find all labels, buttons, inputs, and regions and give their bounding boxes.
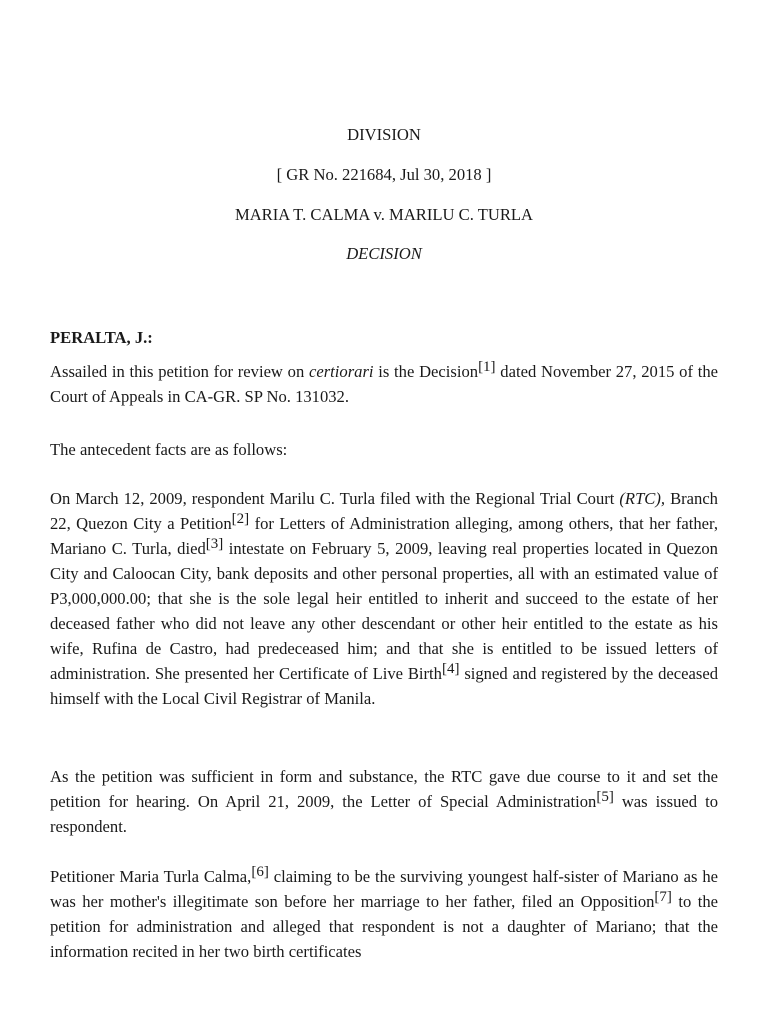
text-run: Branch 22, Quezon City a Petition bbox=[50, 489, 718, 533]
paragraph-5 bbox=[50, 864, 718, 964]
text-run: to the petition for administration and alleged that respondent is not a daughter of Mariano; that the information recited in her two birth certificates bbox=[50, 892, 718, 961]
text-run: On March 12, 2009, respondent Marilu C. Turla filed with the Regional Trial Court bbox=[50, 489, 620, 508]
decision-heading: DECISION bbox=[346, 244, 422, 263]
text-run: Assailed in this petition for review on bbox=[50, 362, 309, 381]
text-run: intestate on February 5, 2009, leaving real properties located in Quezon City and Caloocan City, bank deposits and other personal properties, all with an estimated value of P3,000,000.00; that she is the sole legal heir entitled to inherit and succeed to the estate of her deceased father who did not leave any other descendant or other heir entitled to the estate as his wife, Rufina de Castro, had predeceased him; and that she is entitled to be issued letters of administration. She presented her Certificate of Live Birth bbox=[50, 539, 718, 683]
paragraph-4 bbox=[50, 764, 718, 839]
italic-term: (RTC), bbox=[619, 489, 666, 508]
paragraph-1 bbox=[50, 359, 718, 409]
text-run: Petitioner Maria Turla Calma, bbox=[50, 867, 252, 886]
paragraph-3 bbox=[50, 486, 718, 711]
gr-number: [ GR No. 221684, Jul 30, 2018 ] bbox=[276, 165, 492, 184]
text-run: was issued to respondent. bbox=[50, 792, 718, 836]
text-run: As the petition was sufficient in form and substance, the RTC gave due course to it and set the petition for hearing. On April 21, 2009, the Letter of Special Administration bbox=[50, 767, 718, 811]
footnote-ref-3[interactable]: [3] bbox=[205, 536, 224, 552]
paragraph-2: The antecedent facts are as follows: bbox=[50, 440, 288, 459]
footnote-ref-1[interactable]: [1] bbox=[478, 359, 496, 375]
footnote-ref-5[interactable]: [5] bbox=[596, 789, 614, 805]
text-run: dated November 27, 2015 of the Court of Appeals in CA-GR. SP No. 131032. bbox=[50, 362, 718, 406]
division-label: DIVISION bbox=[347, 125, 421, 144]
text-run: claiming to be the surviving youngest half-sister of Mariano as he was her mother's illegitimate son before her marriage to her father, filed an Opposition bbox=[50, 867, 718, 911]
footnote-ref-6[interactable]: [6] bbox=[251, 864, 269, 880]
footnote-ref-4[interactable]: [4] bbox=[441, 661, 460, 677]
text-run: for Letters of Administration alleging, among others, that her father, Mariano C. Turla, died bbox=[50, 514, 718, 558]
text-run: is the Decision bbox=[373, 362, 479, 381]
text-run: signed and registered by the deceased himself with the Local Civil Registrar of Manila. bbox=[50, 664, 718, 708]
ponente: PERALTA, J.: bbox=[50, 328, 153, 347]
case-title: MARIA T. CALMA v. MARILU C. TURLA bbox=[234, 205, 534, 224]
footnote-ref-7[interactable]: [7] bbox=[654, 889, 672, 905]
italic-term: certiorari bbox=[308, 362, 374, 381]
footnote-ref-2[interactable]: [2] bbox=[231, 511, 250, 527]
